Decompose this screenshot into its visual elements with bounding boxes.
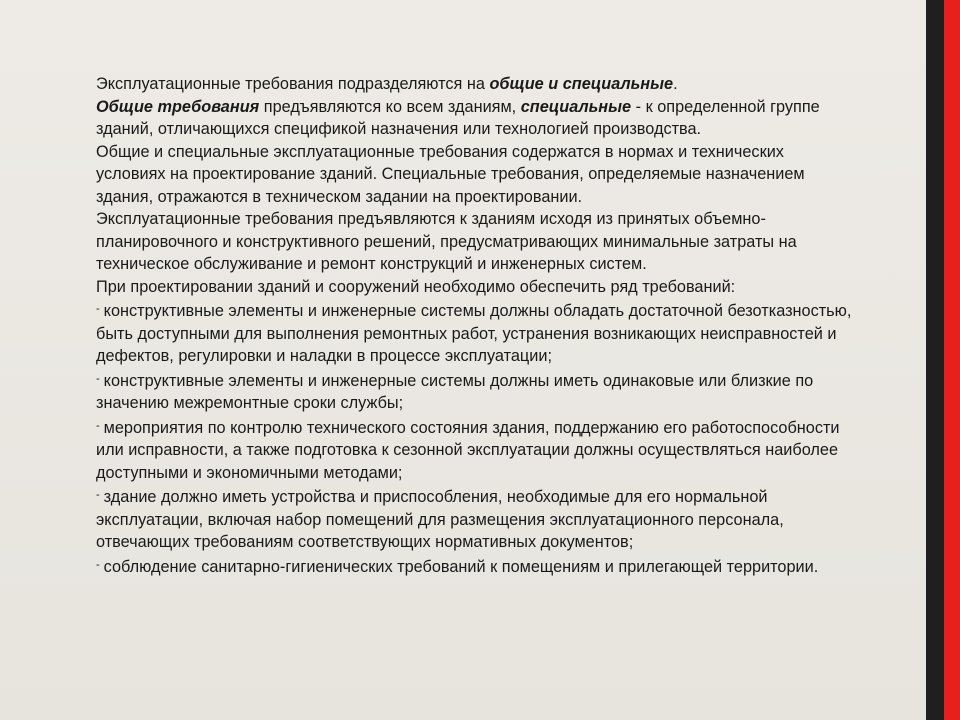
bullet-marker: - <box>96 558 100 571</box>
bullet-marker: - <box>96 489 100 501</box>
slide-body-text <box>96 73 856 578</box>
bullet-item: - соблюдение санитарно-гигиенических требований к помещениям и прилегающей территории. <box>96 557 819 576</box>
paragraph-requirements-intro: При проектировании зданий и сооружений необходимо обеспечить ряд требований: <box>96 277 736 296</box>
bullet-item: - конструктивные элементы и инженерные системы должны обладать достаточной безотказностью, быть доступными для выполнения ремонтных работ, устранения возникающих неисправностей и дефектов, регулировки и наладки в процессе эксплуатации; <box>96 302 852 365</box>
bullet-marker: - <box>96 303 100 315</box>
accent-bar-red <box>944 0 960 720</box>
emphasis-general-special: общие и специальные <box>489 75 674 93</box>
bullet-item: - здание должно иметь устройства и приспособления, необходимые для его нормальной эксплуатации, включая набор помещений для размещения эксплуатационного персонала, отвечающих требованиям соответствующих нормативных документов; <box>96 488 784 551</box>
bullet-item: - конструктивные элементы и инженерные системы должны иметь одинаковые или близкие по значению межремонтные сроки службы; <box>96 371 814 412</box>
paragraph-classification: Эксплуатационные требования подразделяются на общие и специальные. <box>96 75 678 93</box>
bullet-item: - мероприятия по контролю технического состояния здания, поддержанию его работоспособности или исправности, а также подготовка к сезонной эксплуатации должны осуществляться наиболее доступными и экономичными методами; <box>96 418 840 482</box>
bullet-marker: - <box>96 372 100 385</box>
paragraph-design-solutions: Эксплуатационные требования предъявляются к зданиям исходя из принятых объемно-планировочного и конструктивного решений, предусматривающих минимальные затраты на техническое обслуживание и ремонт конструкций и инженерных систем. <box>96 210 797 273</box>
bullet-marker: - <box>96 419 100 432</box>
paragraph-general-requirements: Общие требования предъявляются ко всем зданиям, специальные - к определенной группе зданий, отличающихся спецификой назначения или технологией производства. <box>96 97 820 138</box>
emphasis-general-requirements: Общие требования <box>96 97 260 116</box>
paragraph-norms: Общие и специальные эксплуатационные требования содержатся в нормах и технических условиях на проектирование зданий. Специальные требования, определяемые назначением здания, отражаются в техническом задании на проектировании. <box>96 142 805 206</box>
emphasis-special: специальные <box>520 97 632 116</box>
accent-bar-dark <box>926 0 944 720</box>
